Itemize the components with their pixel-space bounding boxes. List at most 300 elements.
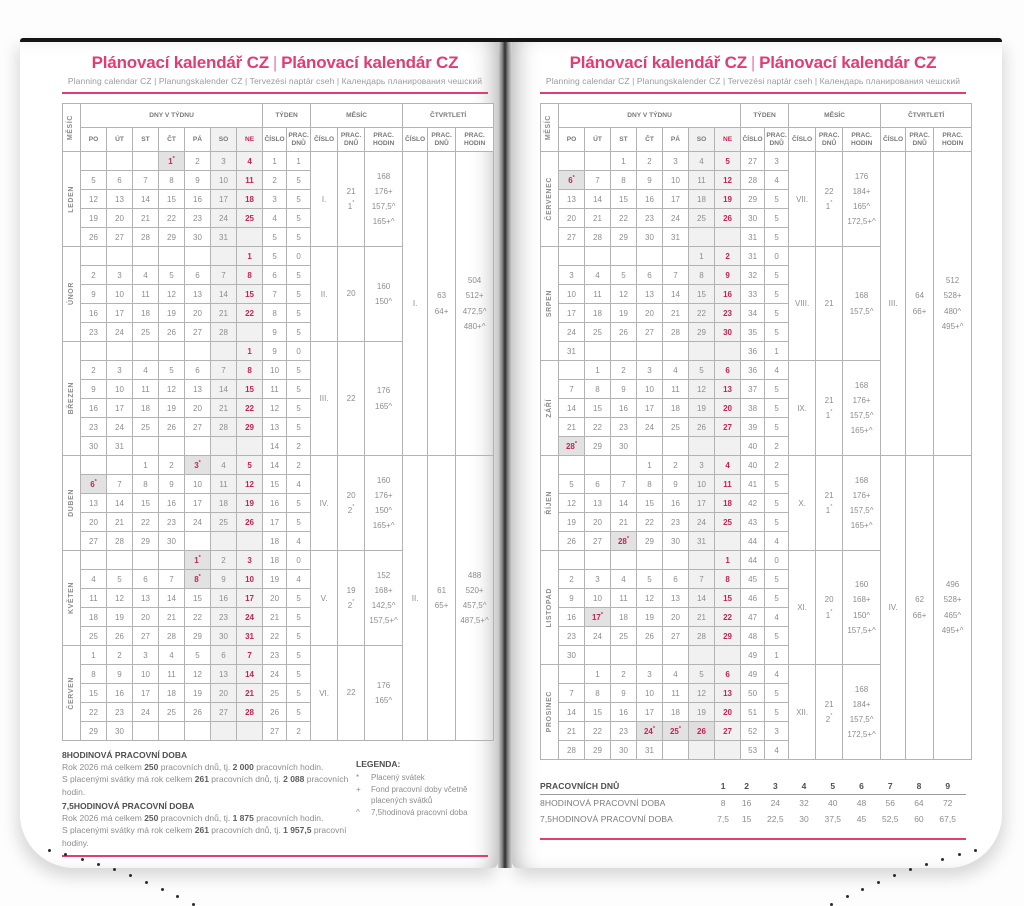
week-number-cell: 53 — [741, 741, 765, 760]
day-cell: 26 — [689, 418, 715, 437]
day-cell: 1* — [185, 551, 211, 570]
day-cell — [159, 247, 185, 266]
legend-symbol: ^ — [356, 807, 360, 817]
day-cell: 10 — [107, 380, 133, 399]
day-cell: 22 — [159, 209, 185, 228]
day-cell — [133, 551, 159, 570]
week-number-cell: 15 — [263, 475, 287, 494]
day-cell: 29 — [133, 532, 159, 551]
summary-value-cell: 7,5 — [717, 814, 729, 824]
day-cell: 24 — [559, 323, 585, 342]
pink-rule-top — [540, 92, 966, 94]
perforation-dot — [877, 881, 880, 884]
day-cell: 12 — [159, 285, 185, 304]
day-cell — [211, 722, 237, 741]
day-cell: 6 — [663, 570, 689, 589]
title-divider: | — [750, 53, 756, 72]
week-workdays-cell: 0 — [287, 551, 311, 570]
day-cell: 14 — [585, 190, 611, 209]
day-cell — [715, 646, 741, 665]
legend — [356, 747, 488, 849]
day-header-cell: PÁ — [185, 128, 211, 152]
page-title — [62, 53, 488, 73]
day-cell: 30 — [107, 722, 133, 741]
week-workdays-cell: 2 — [287, 722, 311, 741]
day-cell — [611, 456, 637, 475]
day-cell: 22 — [585, 418, 611, 437]
day-cell: 5 — [559, 475, 585, 494]
day-cell: 11 — [133, 285, 159, 304]
day-cell: 11 — [663, 380, 689, 399]
day-cell: 26 — [559, 532, 585, 551]
value-line: 168 — [854, 475, 869, 485]
value-line: 176 — [376, 386, 391, 396]
value-line: 495+^ — [941, 625, 964, 635]
quarter-group-header: ČTVRTLETÍ — [403, 104, 494, 128]
day-cell: 29 — [715, 627, 741, 646]
week-workdays-cell: 1 — [765, 646, 789, 665]
day-cell: 25 — [715, 513, 741, 532]
month-name-text: LISTOPAD — [546, 587, 553, 628]
week-number-cell: 23 — [263, 646, 287, 665]
month-name-text: PROSINEC — [546, 691, 553, 733]
planning-calendar-table — [540, 103, 972, 760]
day-cell — [185, 342, 211, 361]
day-cell: 15 — [585, 399, 611, 418]
day-cell: 2 — [611, 361, 637, 380]
week-workdays-cell: 5 — [287, 589, 311, 608]
day-cell: 26 — [159, 323, 185, 342]
month-workdays-cell — [816, 152, 843, 247]
day-cell: 26 — [107, 627, 133, 646]
day-cell: 20 — [211, 684, 237, 703]
day-cell: 8 — [159, 171, 185, 190]
day-cell: 22 — [81, 703, 107, 722]
value-line: 165^ — [853, 202, 871, 211]
week-workdays-cell: 5 — [287, 608, 311, 627]
week-workdays-cell: 4 — [765, 608, 789, 627]
value-line: 20 — [346, 289, 356, 299]
day-cell: 18 — [663, 399, 689, 418]
week-workdays-cell: 5 — [765, 494, 789, 513]
day-cell: 17 — [211, 190, 237, 209]
week-workdays-cell: 5 — [765, 209, 789, 228]
week-group-header: TÝDEN — [741, 104, 789, 128]
week-workdays-cell: 5 — [765, 418, 789, 437]
week-workdays-cell: 5 — [287, 627, 311, 646]
value-line: 157,5^ — [371, 202, 396, 211]
month-roman-cell: IV. — [311, 456, 338, 551]
day-cell: 6 — [107, 171, 133, 190]
day-cell: 8 — [585, 380, 611, 399]
day-cell: 20 — [185, 304, 211, 323]
day-header-cell: ČT — [637, 128, 663, 152]
day-cell: 16 — [715, 285, 741, 304]
day-cell: 8* — [185, 570, 211, 589]
value-line: 21 — [824, 298, 834, 308]
quarter-hours-cell — [456, 456, 494, 741]
value-line: 21 — [346, 186, 356, 196]
day-cell: 25 — [663, 418, 689, 437]
week-workdays-cell: 5 — [765, 703, 789, 722]
title-sk: Plánovací kalendár CZ — [759, 53, 937, 72]
summary-value-cell: 40 — [828, 798, 838, 808]
week-number-cell: 48 — [741, 627, 765, 646]
perforation-dot — [941, 858, 944, 861]
week-workdays-cell: 5 — [287, 665, 311, 684]
week-workdays-cell: 5 — [287, 684, 311, 703]
perforation-dot — [925, 863, 928, 866]
week-workdays-cell: 5 — [765, 475, 789, 494]
value-line: 1* — [347, 200, 355, 211]
perforation-dot — [161, 888, 164, 891]
month-column-header — [63, 104, 81, 152]
summary-header-label: PRACOVNÍCH DNŮ — [540, 778, 710, 795]
day-header-cell: PO — [81, 128, 107, 152]
day-cell: 12 — [689, 380, 715, 399]
week-workdays-cell: 2 — [287, 437, 311, 456]
week-workdays-cell: 5 — [287, 399, 311, 418]
day-cell — [159, 722, 185, 741]
perforation-dot — [846, 895, 849, 898]
week-number-cell: 22 — [263, 627, 287, 646]
month-roman-cell: X. — [789, 456, 816, 551]
month-name-label — [63, 456, 81, 551]
day-cell: 14 — [211, 380, 237, 399]
day-cell: 19 — [81, 209, 107, 228]
day-cell: 24* — [637, 722, 663, 741]
day-cell: 16 — [611, 399, 637, 418]
page-subtitle: Planning calendar CZ | Planungskalender CZ | Tervezési naptár cseh | Календарь планирования чешский — [67, 76, 483, 86]
day-cell: 1 — [585, 361, 611, 380]
day-cell: 7 — [211, 266, 237, 285]
day-cell: 21 — [133, 209, 159, 228]
day-cell: 18 — [715, 494, 741, 513]
day-cell: 8 — [637, 475, 663, 494]
summary-day-count: 6 — [851, 778, 872, 795]
week-number-cell: 11 — [263, 380, 287, 399]
day-cell: 19 — [611, 304, 637, 323]
month-column-header-label: MĚSÍC — [67, 114, 75, 141]
week-number-cell: 46 — [741, 589, 765, 608]
day-cell: 20 — [107, 209, 133, 228]
summary-value-cell: 64 — [914, 798, 924, 808]
day-cell: 28 — [211, 323, 237, 342]
week-number-cell: 37 — [741, 380, 765, 399]
day-cell: 28 — [211, 418, 237, 437]
day-cell: 22 — [715, 608, 741, 627]
week-number-cell: 38 — [741, 399, 765, 418]
month-name-text: DUBEN — [68, 489, 75, 517]
day-cell: 20 — [715, 703, 741, 722]
value-line: 504 — [467, 276, 482, 286]
legend-text: 7,5hodinová pracovní doba — [371, 807, 468, 817]
day-cell: 27 — [559, 228, 585, 247]
day-cell: 17 — [107, 304, 133, 323]
day-cell: 10 — [133, 665, 159, 684]
week-number-cell: 14 — [263, 456, 287, 475]
week-number-cell: 43 — [741, 513, 765, 532]
day-cell: 12 — [715, 171, 741, 190]
day-cell: 11 — [133, 380, 159, 399]
quarter-workdays-cell — [906, 152, 934, 456]
day-cell: 18 — [133, 399, 159, 418]
day-cell: 19 — [689, 399, 715, 418]
day-cell: 15 — [133, 494, 159, 513]
day-cell: 24 — [107, 323, 133, 342]
subcolumn-header: ČÍSLO — [311, 128, 338, 152]
day-header-cell: SO — [689, 128, 715, 152]
day-cell: 23 — [107, 703, 133, 722]
day-cell — [159, 342, 185, 361]
week-number-cell: 30 — [741, 209, 765, 228]
value-line: 165+^ — [372, 217, 395, 227]
week-number-cell: 45 — [741, 570, 765, 589]
day-cell: 27 — [133, 627, 159, 646]
pink-rule-bottom-right — [540, 838, 966, 840]
day-cell: 14 — [559, 399, 585, 418]
day-cell — [689, 228, 715, 247]
day-cell: 20 — [81, 513, 107, 532]
value-line: 157,5+^ — [369, 616, 398, 626]
day-cell: 28 — [559, 741, 585, 760]
day-cell: 23 — [211, 608, 237, 627]
value-line: 168 — [854, 291, 869, 301]
perforation-dot — [909, 868, 912, 871]
day-cell: 4 — [689, 152, 715, 171]
week-workdays-cell: 5 — [287, 323, 311, 342]
value-line: 2* — [347, 599, 355, 610]
day-cell: 3 — [107, 266, 133, 285]
day-cell: 15 — [237, 380, 263, 399]
value-line: 172,5+^ — [847, 217, 876, 227]
month-name-label — [541, 665, 559, 760]
week-number-cell: 44 — [741, 532, 765, 551]
day-cell: 5 — [159, 266, 185, 285]
week-number-cell: 10 — [263, 361, 287, 380]
day-cell: 8 — [237, 266, 263, 285]
day-cell: 13 — [585, 494, 611, 513]
value-line: 21 — [824, 490, 834, 500]
day-cell: 8 — [81, 665, 107, 684]
pink-rule-top — [62, 92, 488, 94]
days-of-week-header: DNY V TÝDNU — [559, 104, 741, 128]
day-cell: 7 — [663, 266, 689, 285]
day-cell — [689, 646, 715, 665]
day-cell: 31 — [211, 228, 237, 247]
week-number-cell: 1 — [263, 152, 287, 171]
week-number-cell: 27 — [741, 152, 765, 171]
day-cell: 22 — [185, 608, 211, 627]
subcolumn-header: ČÍSLO — [741, 128, 765, 152]
week-workdays-cell: 5 — [287, 703, 311, 722]
day-cell — [81, 551, 107, 570]
summary-day-count: 8 — [908, 778, 929, 795]
day-cell: 31 — [663, 228, 689, 247]
day-cell: 28 — [689, 627, 715, 646]
quarter-hours-cell — [934, 152, 972, 456]
value-line: 472,5^ — [462, 306, 487, 316]
day-cell: 21 — [663, 304, 689, 323]
day-cell: 14 — [663, 285, 689, 304]
week-workdays-cell: 5 — [765, 684, 789, 703]
day-cell — [211, 437, 237, 456]
day-cell: 4 — [611, 570, 637, 589]
value-line: 480^ — [944, 306, 962, 316]
day-cell: 25 — [237, 209, 263, 228]
day-cell: 27 — [107, 228, 133, 247]
title-cz: Plánovací kalendář CZ — [91, 53, 269, 72]
value-line: 22 — [346, 688, 356, 698]
week-number-cell: 36 — [741, 342, 765, 361]
month-hours-cell — [843, 456, 881, 551]
quarter-workdays-cell — [428, 152, 456, 456]
day-cell — [611, 551, 637, 570]
month-workdays-cell — [816, 665, 843, 760]
day-cell: 24 — [107, 418, 133, 437]
day-cell: 4 — [237, 152, 263, 171]
day-cell: 24 — [133, 703, 159, 722]
day-cell: 25 — [81, 627, 107, 646]
day-cell: 16 — [159, 494, 185, 513]
day-cell: 12 — [159, 380, 185, 399]
day-cell: 18 — [689, 190, 715, 209]
perforation-dot — [176, 895, 179, 898]
value-line: 165^ — [375, 401, 393, 411]
week-workdays-cell: 5 — [765, 323, 789, 342]
week-workdays-cell: 4 — [765, 741, 789, 760]
day-cell: 13 — [559, 190, 585, 209]
day-cell: 29 — [611, 228, 637, 247]
legend-text: Placený svátek — [371, 773, 425, 782]
day-cell: 23 — [611, 418, 637, 437]
day-cell: 15 — [81, 684, 107, 703]
month-hours-cell — [365, 551, 403, 646]
week-number-cell: 32 — [741, 266, 765, 285]
day-cell — [107, 152, 133, 171]
day-cell: 21 — [211, 304, 237, 323]
week-number-cell: 40 — [741, 456, 765, 475]
quarter-roman-cell: II. — [403, 456, 428, 741]
day-cell — [715, 342, 741, 361]
planning-calendar-table — [62, 103, 494, 741]
day-cell: 20 — [715, 399, 741, 418]
value-line: 22 — [346, 393, 356, 403]
day-cell: 26 — [81, 228, 107, 247]
day-cell: 23 — [637, 209, 663, 228]
day-cell: 21 — [585, 209, 611, 228]
day-cell: 13 — [133, 589, 159, 608]
value-line: 457,5^ — [462, 601, 487, 610]
day-cell: 1 — [237, 342, 263, 361]
day-cell: 13 — [185, 285, 211, 304]
value-line: 176+ — [852, 395, 871, 405]
value-line: 150^ — [853, 610, 871, 620]
day-cell: 8 — [237, 361, 263, 380]
value-line: 528+ — [943, 291, 962, 301]
day-cell: 7 — [133, 171, 159, 190]
day-cell: 11 — [159, 665, 185, 684]
value-line: 176 — [854, 171, 869, 181]
day-cell: 2 — [663, 456, 689, 475]
week-number-cell: 44 — [741, 551, 765, 570]
week-number-cell: 18 — [263, 532, 287, 551]
week-number-cell: 35 — [741, 323, 765, 342]
day-cell: 14 — [611, 494, 637, 513]
pink-rule-bottom-left — [62, 855, 488, 857]
day-cell: 6 — [211, 646, 237, 665]
value-line: 165+^ — [850, 426, 873, 436]
day-cell: 14 — [559, 703, 585, 722]
day-cell: 9 — [211, 570, 237, 589]
day-cell — [559, 551, 585, 570]
day-cell: 14 — [107, 494, 133, 513]
day-cell: 4 — [133, 361, 159, 380]
week-workdays-cell: 5 — [765, 190, 789, 209]
diary-spread — [20, 38, 1002, 868]
day-cell: 15 — [159, 190, 185, 209]
week-workdays-cell: 2 — [765, 456, 789, 475]
day-cell — [237, 437, 263, 456]
day-cell: 7 — [107, 475, 133, 494]
day-cell: 16 — [81, 304, 107, 323]
worktime-8h-heading: 8HODINOVÁ PRACOVNÍ DOBA — [62, 750, 188, 760]
day-cell: 16 — [81, 399, 107, 418]
week-number-cell: 39 — [741, 418, 765, 437]
day-cell — [689, 342, 715, 361]
day-cell: 7 — [559, 684, 585, 703]
day-cell: 31 — [107, 437, 133, 456]
value-line: 152 — [376, 570, 391, 580]
day-cell: 20 — [185, 399, 211, 418]
month-roman-cell: VI. — [311, 646, 338, 741]
day-cell: 30 — [81, 437, 107, 456]
value-line: 165^ — [375, 696, 393, 705]
week-workdays-cell: 5 — [765, 285, 789, 304]
week-number-cell: 6 — [263, 266, 287, 285]
day-header-cell: ÚT — [585, 128, 611, 152]
day-cell: 2 — [159, 456, 185, 475]
value-line: 157,5^ — [849, 306, 874, 316]
day-cell: 19 — [159, 399, 185, 418]
week-number-cell: 24 — [263, 665, 287, 684]
day-cell: 6 — [637, 266, 663, 285]
day-cell: 3 — [237, 551, 263, 570]
worktime-summary — [62, 747, 488, 849]
day-cell: 7 — [611, 475, 637, 494]
month-roman-cell: III. — [311, 342, 338, 456]
day-cell: 4 — [159, 646, 185, 665]
day-cell — [133, 437, 159, 456]
day-cell — [107, 551, 133, 570]
month-name-label — [541, 247, 559, 361]
day-cell — [611, 247, 637, 266]
week-number-cell: 34 — [741, 304, 765, 323]
day-cell: 17 — [107, 399, 133, 418]
day-cell — [611, 342, 637, 361]
value-line: 176+ — [374, 490, 393, 500]
week-number-cell: 26 — [263, 703, 287, 722]
week-workdays-cell: 1 — [765, 342, 789, 361]
day-cell: 17 — [185, 494, 211, 513]
day-cell: 4 — [663, 361, 689, 380]
value-line: 22 — [824, 186, 834, 196]
day-cell: 20 — [133, 608, 159, 627]
day-cell: 2 — [211, 551, 237, 570]
week-workdays-cell: 3 — [765, 722, 789, 741]
month-roman-cell: IX. — [789, 361, 816, 456]
day-cell: 25 — [211, 513, 237, 532]
